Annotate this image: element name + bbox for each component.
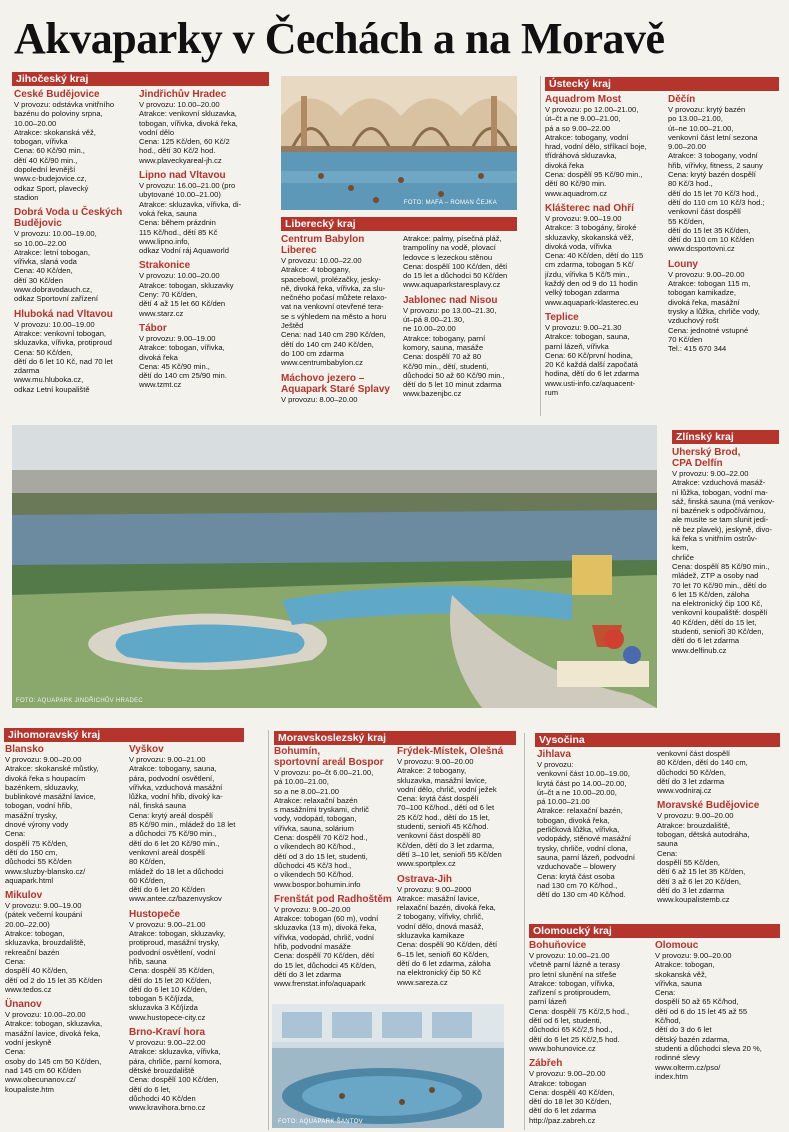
column-moravskoslezsky-1: [274, 746, 394, 1001]
aquapark-name: Brno-Kraví hora: [129, 1027, 206, 1039]
column-jihocesky-1: [14, 89, 136, 414]
aquapark-details: V provozu: po–čt 6.00–21.00, pá 10.00–21.00, so a ne 8.00–21.00 Atrakce: relaxační bazén s masážními tryskami, chrlič vody, vodopád, tobogan, vířivka, sauna, solárium Cena: dospělí 70 Kč/2 hod., o víkendech 80 Kč/hod., dětí od 3 do 15 let, studenti, důchodci 45 Kč/3 hod., o víkendech 50 Kč/hod. www.bospor.bohumin.info: [274, 768, 374, 889]
aquapark-name: Tábor: [139, 322, 167, 334]
aquapark-entry: [672, 447, 782, 655]
aquapark-entry: [668, 259, 781, 354]
aquapark-name: Frenštát pod Radhoštěm: [274, 893, 392, 905]
aquapark-details: V provozu: 9.00–20.00 Atrakce: brouzdaliště, tobogan, dětská autodráha, sauna Cena: dospělí 55 Kč/den, dětí 6 až 15 let 35 Kč/den, dětí 3 až 6 let 20 Kč/den, dětí do 3 let zdarma www.koupalistemb.cz: [657, 811, 750, 905]
aquapark-entry: [281, 373, 399, 404]
photo-credit: FOTO: MAFA – ROMAN ČEJKA: [403, 200, 497, 206]
aquapark-name: Centrum Babylon Liberec: [281, 234, 365, 256]
aquapark-details: V provozu: 9.00–20.00 Atrakce: tobogan (60 m), vodní skluzavka (13 m), divoká řeka, vířivka, vodopád, chrlič, vodní hřib, podvodní masáže Cena: dospělí 70 Kč/den, dětí do 15 let, důchodci 45 Kč/den, dětí do 3 let zdarma www.frenstat.info/aquapark: [274, 904, 379, 989]
aquapark-name: Olomouc: [655, 940, 699, 951]
aquapark-name: Klášterec nad Ohří: [545, 202, 634, 214]
indoor-spa-illustration: [272, 1004, 504, 1128]
aquapark-entry: [14, 309, 136, 394]
aquapark-entry: [129, 1027, 263, 1112]
aquapark-entry: [139, 260, 270, 317]
aquapark-details: V provozu: 10.00–22.00 Atrakce: 4 tobogany, spacebowl, prolézačky, jesky- ně, divoká řeka, vířivka, za slu- nečného počasí můžete relaxo- vat na venkovní otevřené tera- se s výhledem na město a horu Ještěd Cena: nad 140 cm 290 Kč/den, dětí do 140 cm 240 Kč/den, do 100 cm zdarma www.centrumbabylon.cz: [281, 256, 387, 368]
aquapark-details: V provozu: 10.00–19.00, so 10.00–22.00 Atrakce: letní tobogan, vířivka, slaná voda Cena: 40 Kč/den, dětí 30 Kč/den www.dobravodauch.cz, odkaz Sportovní zařízení: [14, 229, 98, 304]
aquapark-entry: [657, 749, 782, 795]
aquapark-name: Mikulov: [5, 890, 43, 902]
aquapark-name: Jindřichův Hradec: [139, 89, 227, 100]
column-liberecky-1: [281, 234, 399, 414]
aquapark-entry: [5, 744, 123, 885]
aquapark-entry: [545, 312, 663, 397]
aquapark-details: V provozu: 9.00–19.00 (pátek večerní koupání 20.00–22.00) Atrakce: tobogan, skluzavka, brouzdaliště, rekreační bazén Cena: dospělí 40 Kč/den, dětí od 2 do 15 let 35 Kč/den www.tedos.cz: [5, 901, 103, 994]
aquapark-entry: [5, 890, 123, 994]
aquapark-entry: [139, 323, 270, 390]
aquapark-entry: [14, 89, 136, 202]
column-ustecky-1: [545, 94, 663, 414]
indoor-pool-illustration: [281, 76, 517, 210]
aquapark-details: V provozu: 9.00–21.00 Atrakce: tobogany, sauna, pára, podvodní osvětlení, vířivka, vzduchová masážní lůžka, vodní hřib, divoký ka- nál, finská sauna Cena: krytý areál dospělí 85 Kč/90 min., mládež do 18 let a důchodci 75 Kč/90 min., dětí do 6 let 20 Kč/90 min., venkovní areál dospělí 80 Kč/den, mládež do 18 let a důchodci 60 Kč/den, dětí do 6 let 20 Kč/den www.antee.cz/bazenvyskov: [129, 755, 236, 904]
aquapark-name: Hustopeče: [129, 908, 181, 920]
column-divider: [540, 76, 541, 416]
aquapark-name: Uherský Brod, CPA Delfín: [672, 447, 741, 469]
aquapark-entry: [129, 909, 263, 1022]
region-banner-ustecky: Ústecký kraj: [545, 77, 779, 91]
aquapark-name: Hluboká nad Vltavou: [14, 308, 113, 320]
column-jihomoravsky-2: [129, 744, 263, 1128]
aquapark-entry: [655, 940, 782, 1081]
lake-aquapark-illustration: [12, 425, 657, 708]
page-title: Akvaparky v Čechách a na Moravě: [14, 14, 665, 63]
aquapark-details: V provozu: 9.00–19.00 Atrakce: tobogan, vířivka, divoká řeka Cena: 45 Kč/90 min., dětí do 140 cm 25/90 min. www.tzmt.cz: [139, 333, 227, 390]
region-banner-liberecky: Liberecký kraj: [281, 217, 517, 231]
aquapark-details: V provozu: 9.00–20.00 Atrakce: 2 tobogany, skluzavka, masážní lavice, vodní dělo, chrlič, vodní ježek Cena: krytá část dospělí 70–100 Kč/hod., dětí od 6 let 25 Kč/2 hod., dětí do 15 let, studenti, senioři 45 Kč/hod. venkovní část dospělí 80 Kč/den, dětí do 3 let zdarma, dětí 3–10 let, senioři 55 Kč/den www.sportplex.cz: [397, 757, 502, 869]
aquapark-details: V provozu: 9.00–20.00 Atrakce: skokanské můstky, divoká řeka s houpacím bazénkem, skluzavky, bublinkové masážní lavice, tobogan, vodní hřib, masážní trysky, dnové výrony vody Cena: dospělí 75 Kč/den, dětí do 150 cm, důchodci 55 Kč/den www.sluzby-blansko.cz/ aquapark.html: [5, 755, 99, 885]
aquapark-name: Máchovo jezero – Aquapark Staré Splavy: [281, 372, 390, 395]
aquapark-name: Bohumín, sportovní areál Bospor: [274, 746, 384, 768]
aquapark-entry: [403, 295, 528, 399]
aquapark-name: Ünanov: [5, 999, 42, 1011]
aquapark-details: V provozu: 10.00–20.00 Atrakce: tobogan, skluzavka, masážní lavice, divoká řeka, vodní jeskyně Cena: osoby do 145 cm 50 Kč/den, nad 145 cm 60 Kč/den www.obecunanov.cz/ koupaliste.htm: [5, 1010, 103, 1094]
aquapark-name: Moravské Budějovice: [657, 800, 760, 812]
column-vysocina-2: [657, 749, 782, 921]
aquapark-details: V provozu: 8.00–20.00: [281, 394, 358, 404]
aquapark-name: Frýdek-Místek, Olešná: [397, 746, 504, 757]
column-liberecky-2: [403, 234, 528, 414]
column-divider: [524, 733, 525, 1130]
aquapark-entry: [14, 207, 136, 303]
aquapark-details: V provozu: 9.00–2000 Atrakce: masážní lavice, relaxační bazén, divoká řeka, 2 tobogany, vířivky, chrlič, vodní dělo, dnová masáž, skluzavka kamikaze Cena: dospělí 90 Kč/den, dětí 6–15 let, senioři 60 Kč/den, dětí do 6 let zdarma, záloha na elektronický čip 50 Kč www.sareza.cz: [397, 884, 498, 987]
aquapark-entry: [529, 940, 653, 1053]
column-zlinsky: [672, 447, 782, 722]
aquapark-details: V provozu: po 13.00–21.30, út–pá 8.00–21.30, ne 10.00–20.00 Atrakce: tobogany, parní komory, sauna, masáže Cena: dospělí 70 až 80 Kč/90 min., dětí, studenti, důchodci 50 až 60 Kč/90 min., dětí do 5 let 10 minut zdarma www.bazenjbc.cz: [403, 305, 505, 399]
aquapark-details: V provozu: 9.00–22.00 Atrakce: skluzavka, vířivka, pára, chrliče, parní komora, dětské brouzdaliště Cena: dospělí 100 Kč/den, dětí do 6 let, důchodci 40 Kč/den www.kravihora.brno.cz: [129, 1038, 222, 1113]
region-banner-jihocesky: Jihočeský kraj: [12, 72, 269, 86]
aquapark-name: České Budějovice: [14, 89, 100, 100]
aquapark-details: V provozu: 10.00–19.00 Atrakce: venkovní tobogan, skluzavka, vířivka, protiproud Cena: 50 Kč/den, dětí do 6 let 10 Kč, nad 70 let zdarma www.mu.hluboka.cz, odkaz Letní koupaliště: [14, 319, 113, 394]
aquapark-entry: [529, 1058, 653, 1125]
aquapark-name: Vyškov: [129, 744, 164, 755]
aquapark-entry: [281, 234, 399, 368]
aquapark-details: V provozu: 10.00–20.00 Atrakce: venkovní skluzavka, tobogan, vířivka, divoká řeka, vodní dělo Cena: 125 Kč/den, 60 Kč/2 hod., dětí 30 Kč/2 hod. www.plaveckyareal-jh.cz: [139, 100, 238, 165]
aquapark-entry: [5, 999, 123, 1094]
aquapark-name: Bohuňovice: [529, 940, 587, 951]
aquapark-details: V provozu: 9.00–22.00 Atrakce: vzduchová masáž- ní lůžka, tobogan, vodní ma- sáž, finská sauna (má venkov- ní bazének s odpočívárnou, ale musíte se tam slunit jedi- ně bez plavek), jeskyně, divo- ká řeka s vnitřním ostrův- kem, chrliče Cena: dospělí 85 Kč/90 min., mládež, ZTP a osoby nad 70 let 70 Kč/90 min., dětí do 6 let 15 Kč/den, záloha na elektronický čip 100 Kč, venkovní koupaliště: dospělí 40 Kč/den, dětí do 15 let, studenti, senioři 30 Kč/den, dětí do 6 let zdarma www.delfinub.cz: [672, 469, 775, 655]
aquapark-entry: [129, 744, 263, 904]
aquapark-details: V provozu: 10.00–21.00 včetně parní lázně a terasy pro letní slunění na střeše Atrakce: tobogan, vířivka, zařízení s protiproudem, parní lázeň Cena: dospělí 75 Kč/2,5 hod., dětí od 6 let, studenti, důchodci 65 Kč/2,5 hod., dětí do 6 let 25 Kč/2,5 hod. www.bohunovice.cz: [529, 951, 630, 1053]
aquapark-entry: [139, 170, 270, 255]
aquapark-entry: [668, 94, 781, 254]
aquapark-name: Dobrá Voda u Českých Budějovic: [14, 207, 123, 230]
region-banner-jihomoravsky: Jihomoravský kraj: [4, 728, 244, 742]
aquapark-details: V provozu: 9.00–20.00 Atrakce: tobogan 115 m, tobogan kamikadze, divoká řeka, masážní trysky a lůžka, chrliče vody, vzduchový rošt Cena: jednotné vstupné 70 Kč/den Tel.: 415 670 344: [668, 269, 760, 354]
aquapark-name: Blansko: [5, 744, 44, 755]
aquapark-name: Jihlava: [537, 749, 571, 760]
aquapark-name: Ostrava-Jih: [397, 873, 453, 885]
column-olomoucky-1: [529, 940, 653, 1130]
photo-indoor-spa: [272, 1004, 504, 1128]
aquapark-entry: [403, 234, 528, 290]
aquapark-details: V provozu: odstávka vnitřního bazénu do poloviny srpna, 10.00–20.00 Atrakce: skokanská věž, tobogan, vířivka Cena: 60 Kč/90 min., dětí 40 Kč/90 min., dopolední levnější www.c-budejovice.cz, odkaz Sport, plavecký stadion: [14, 100, 115, 202]
aquapark-details: V provozu: 16.00–21.00 (pro ubytované 10.00–21.00) Atrakce: skluzavka, vířivka, di- voká řeka, sauna Cena: během prázdnin 115 Kč/hod., dětí 85 Kč www.lipno.info, odkaz Vodní ráj Aquaworld: [139, 181, 242, 256]
aquapark-details: V provozu: venkovní část 10.00–19.00, krytá část po 14.00–20.00, út–čt a ne 10.00–20.00, pá 10.00–21.00 Atrakce: relaxační bazén, tobogan, divoká řeka, perličková lůžka, vířivka, vodopády, stěnové masážní trysky, chrliče, vodní clona, sauna, parní lázeň, podvodní vzduchovače – blowery Cena: krytá část osoba nad 130 cm 70 Kč/hod., dětí do 130 cm 40 Kč/hod.: [537, 760, 635, 900]
aquapark-name: Lipno nad Vltavou: [139, 170, 226, 182]
aquapark-name: Louny: [668, 258, 698, 270]
aquapark-entry: [657, 800, 782, 904]
aquapark-entry: [274, 894, 394, 989]
aquapark-details: V provozu: 9.00–20.00 Atrakce: tobogan Cena: dospělí 40 Kč/den, dětí do 18 let 30 Kč/den, dětí do 6 let zdarma http://paz.zabreh.cz: [529, 1069, 615, 1125]
region-banner-olomoucky: Olomoucký kraj: [529, 924, 780, 938]
aquapark-name: Jablonec nad Nisou: [403, 294, 498, 306]
aquapark-details: V provozu: po 12.00–21.00, út–čt a ne 9.00–21.00, pá a so 9.00–22.00 Atrakce: tobogany, vodní hrad, vodní dělo, stříkací boje, třídráhová skluzavka, divoká řeka Cena: dospělí 95 Kč/90 min., dětí 80 Kč/90 min. www.aquadrom.cz: [545, 105, 647, 198]
column-vysocina-1: [537, 749, 655, 921]
aquapark-entry: [545, 203, 663, 307]
aquapark-name: Strakonice: [139, 260, 191, 272]
aquapark-name: Zábřeh: [529, 1058, 563, 1070]
aquapark-entry: [545, 94, 663, 198]
aquapark-details: V provozu: 10.00–20.00 Atrakce: tobogan, skluzavky Ceny: 70 Kč/den, dětí 4 až 15 let 60 Kč/den www.starz.cz: [139, 271, 234, 318]
photo-credit: FOTO: AQUAPARK ŠANTOV: [278, 1119, 363, 1125]
aquapark-details: V provozu: 9.00–19.00 Atrakce: 3 tobogány, široké skluzavky, skokanská věž, divoká voda, vířivka Cena: 40 Kč/den, dětí do 115 cm zdarma, tobogan 5 Kč/ jízdu, vířivka 5 Kč/5 min., každý den od 9 do 11 hodin velký tobogan zdarma www.aquapark-klasterec.eu: [545, 213, 644, 307]
aquapark-entry: [139, 89, 270, 165]
aquapark-entry: [397, 746, 519, 869]
photo-lake-aquapark: [12, 425, 657, 708]
column-moravskoslezsky-2: [397, 746, 519, 1001]
aquapark-name: Aquadrom Most: [545, 94, 622, 105]
aquapark-details: venkovní část dospělí 80 Kč/den, dětí do 140 cm, důchodci 50 Kč/den, dětí do 3 let zdarma www.vodniraj.cz: [657, 749, 748, 796]
aquapark-name: Děčín: [668, 94, 696, 105]
aquapark-details: V provozu: 9.00–20.00 Atrakce: tobogan, skokanská věž, vířivka, sauna Cena: dospělí 50 až 65 Kč/hod, dětí od 6 do 15 let 45 až 55 Kč/hod, dětí do 3 do 6 let dětský bazén zdarma, studenti a důchodci sleva 20 %, rodinné slevy www.olterm.cz/pso/ index.htm: [655, 951, 762, 1081]
region-banner-moravskoslezsky: Moravskoslezský kraj: [274, 731, 516, 745]
aquapark-entry: [397, 874, 519, 987]
aquapark-details: Atrakce: palmy, písečná pláž, trampolíny na vodě, plovací ledovce s lezeckou stěnou Cena: dospělí 100 Kč/den, dětí do 15 let a důchodci 50 Kč/den www.aquaparkstaresplavy.cz: [403, 234, 508, 290]
region-banner-zlinsky: Zlínský kraj: [672, 430, 779, 444]
column-olomoucky-2: [655, 940, 782, 1130]
region-banner-vysocina: Vysočina: [535, 733, 780, 747]
aquapark-details: V provozu: 9.00–21.30 Atrakce: tobogan, sauna, parní lázeň, vířivka Cena: 60 Kč/první hodina, 20 Kč každá další započatá hodina, dětí do 6 let zdarma www.usti-info.cz/aquacent- rum: [545, 322, 640, 398]
aquapark-details: V provozu: krytý bazén po 13.00–21.00, út–ne 10.00–21.00, venkovní část letní sezona 9.00–20.00 Atrakce: 3 tobogany, vodní hřib, vířivky, fitness, 2 sauny Cena: krytý bazén dospělí 80 Kč/3 hod., dětí do 15 let 70 Kč/3 hod., dětí do 110 cm 10 Kč/3 hod.; venkovní část dospělí 55 Kč/den, dětí do 15 let 35 Kč/den, dětí do 110 cm 10 Kč/den www.dcsportovni.cz: [668, 105, 765, 254]
aquapark-entry: [274, 746, 394, 889]
column-jihomoravsky-1: [5, 744, 123, 1128]
aquapark-name: Teplice: [545, 311, 579, 323]
column-divider: [268, 730, 269, 1130]
aquapark-details: V provozu: 9.00–21.00 Atrakce: tobogan, skluzavky, protiproud, masážní trysky, podvodní osvětlení, vodní hřib, sauna Cena: dospělí 35 Kč/den, dětí do 15 let 20 Kč/den, dětí do 6 let 10 Kč/den, tobogan 5 Kč/jízda, skluzavka 3 Kč/jízda www.hustopece-city.cz: [129, 919, 226, 1022]
photo-credit: FOTO: AQUAPARK JINDŘICHŮV HRADEC: [16, 698, 144, 704]
aquapark-entry: [537, 749, 655, 899]
photo-indoor-pool: [281, 76, 517, 210]
column-jihocesky-2: [139, 89, 270, 414]
column-ustecky-2: [668, 94, 781, 414]
